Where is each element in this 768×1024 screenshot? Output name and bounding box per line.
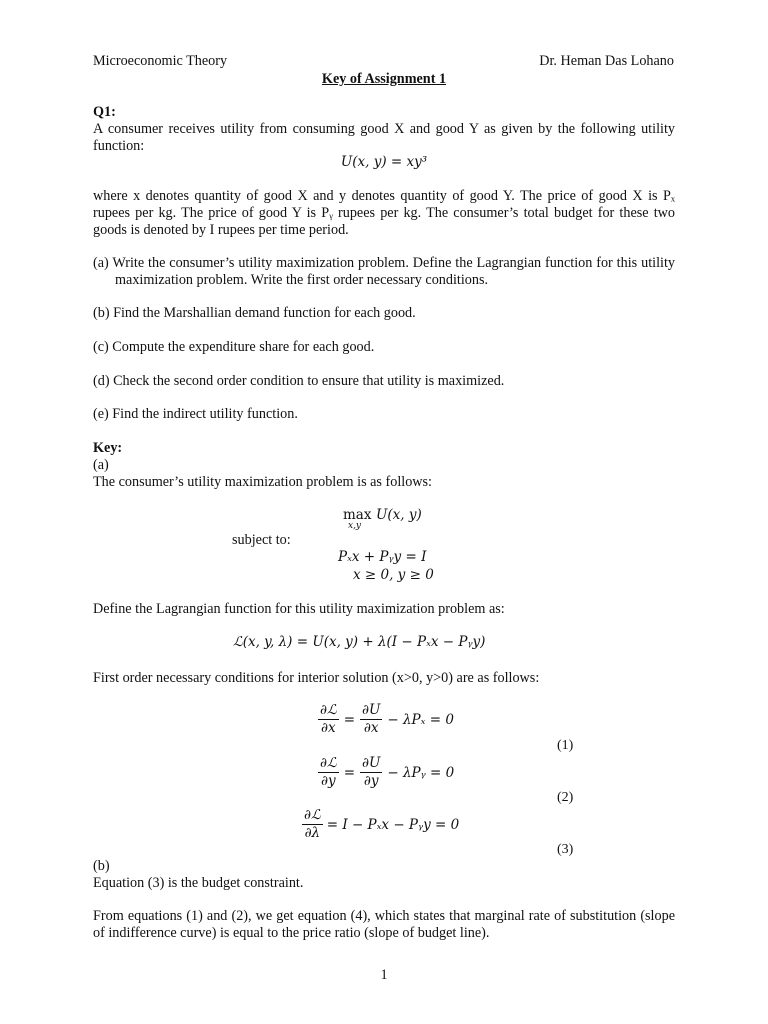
page-title: Key of Assignment 1 xyxy=(321,71,447,87)
foc3-rest: = I − Pₓx − Pᵧy = 0 xyxy=(326,816,460,833)
foc1-lhs-num: ∂ℒ xyxy=(320,702,337,718)
foc2-rest: − λPᵧ = 0 xyxy=(387,764,455,781)
question-part-a: (a) Write the consumer’s utility maximization problem. Define the Lagrangian function for this utility maximization problem. Write the first order necessary conditions. xyxy=(93,255,675,288)
key-part-a-label: (a) xyxy=(93,457,109,473)
utility-function: U(x, y) = xy³ xyxy=(340,154,428,170)
lagrangian-function: ℒ(x, y, λ) = U(x, y) + λ(I − Pₓx − Pᵧy) xyxy=(233,634,486,650)
foc-equation-3 xyxy=(300,807,459,842)
key-part-b-label: (b) xyxy=(93,858,110,874)
foc1-lhs-den: ∂x xyxy=(321,720,336,736)
q1-description: where x denotes quantity of good X and y denotes quantity of good Y. The price of good X is Pₓ rupees per kg. The price of good Y is Pᵧ rupees per kg. The consumer’s total budget for these two goods is denoted by I rupees per time period. xyxy=(93,188,675,238)
foc3-lhs-num: ∂ℒ xyxy=(304,807,321,823)
author-name: Dr. Heman Das Lohano xyxy=(539,53,674,69)
nonnegativity-constraint: x ≥ 0, y ≥ 0 xyxy=(353,567,434,583)
subject-to-label: subject to: xyxy=(232,532,291,548)
max-word: max xyxy=(343,507,372,523)
budget-constraint-note: Equation (3) is the budget constraint. xyxy=(93,875,304,891)
page-number: 1 xyxy=(380,967,388,983)
question-part-c: (c) Compute the expenditure share for each good. xyxy=(93,339,375,355)
foc-equation-2: $\frac{\text{∂ℒ}}{\partial y}$ = $\frac{\partial U}{\partial y}$ − λPᵧ = 0 xyxy=(320,755,455,789)
question-part-d: (d) Check the second order condition to ensure that utility is maximized. xyxy=(93,373,505,389)
foc2-lhs-den: ∂y xyxy=(321,773,336,789)
foc-equation-1: $\frac{\text{∂ℒ}}{\partial x}$ = $\frac{\partial U}{\partial x}$ − λPₓ = 0 xyxy=(320,702,454,736)
foc1-rest: − λPₓ = 0 xyxy=(387,711,454,728)
foc-intro: First order necessary conditions for interior solution (x>0, y>0) are as follows: xyxy=(93,670,540,686)
lagrangian-intro: Define the Lagrangian function for this utility maximization problem as: xyxy=(93,601,505,617)
foc1-rhs-num: ∂U xyxy=(362,702,381,718)
key-label: Key: xyxy=(93,440,123,456)
q1-intro: A consumer receives utility from consuming good X and good Y as given by the following utility function: xyxy=(93,121,675,154)
equation-number-1: (1) xyxy=(557,738,574,753)
foc2-rhs-num: ∂U xyxy=(362,755,381,771)
course-name: Microeconomic Theory xyxy=(93,53,228,69)
foc3-lhs-den: ∂λ xyxy=(304,825,321,841)
foc2-rhs-den: ∂y xyxy=(363,773,379,789)
equation-number-3: (3) xyxy=(557,842,574,857)
max-subscript: x,y xyxy=(348,521,362,531)
question-part-b: (b) Find the Marshallian demand function for each good. xyxy=(93,305,416,321)
question-part-e: (e) Find the indirect utility function. xyxy=(93,406,298,422)
budget-constraint: Pₓx + Pᵧy = I xyxy=(338,549,427,565)
foc1-rhs-den: ∂x xyxy=(363,720,379,736)
foc2-lhs-num: ∂ℒ xyxy=(320,755,337,771)
mrs-paragraph: From equations (1) and (2), we get equation (4), which states that marginal rate of substitution (slope of indifference curve) is equal to the price ratio (slope of budget line). xyxy=(93,908,675,941)
max-objective: U(x, y) xyxy=(376,507,422,523)
ump-intro: The consumer’s utility maximization problem is as follows: xyxy=(93,474,433,490)
equation-number-2: (2) xyxy=(557,790,574,805)
q1-label: Q1: xyxy=(93,104,116,120)
